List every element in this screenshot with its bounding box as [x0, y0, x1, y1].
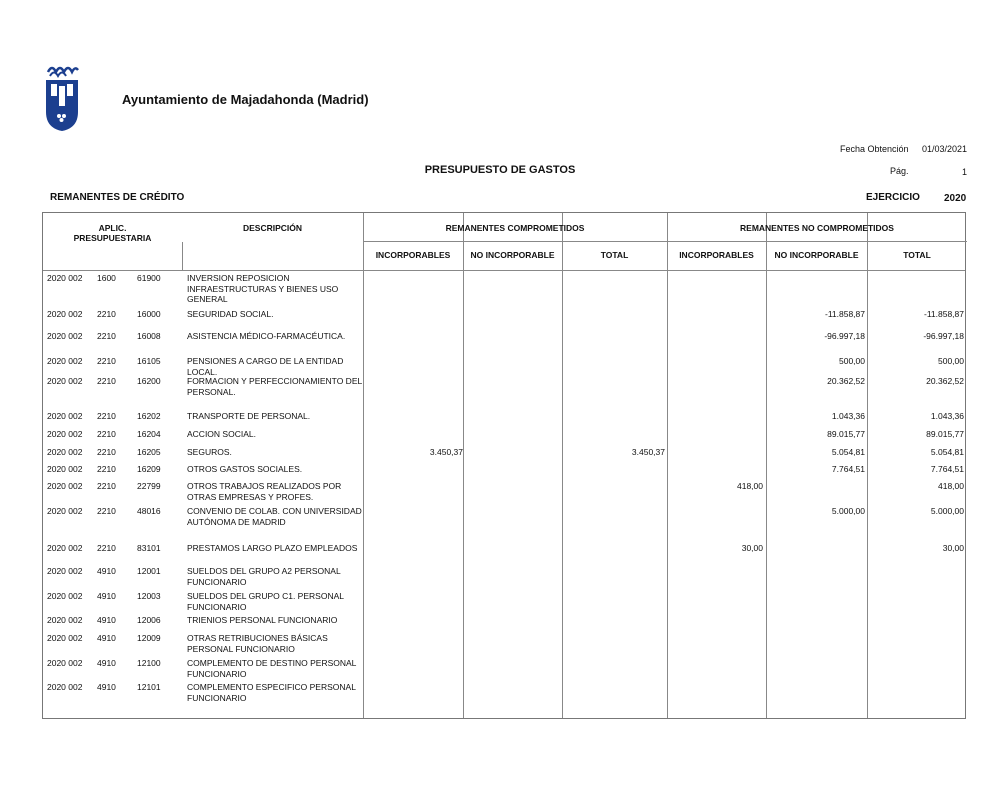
row-rn-no-incorporable: 20.362,52 — [827, 376, 865, 386]
row-organica: 2210 — [97, 506, 116, 516]
row-description: OTROS TRABAJOS REALIZADOS POR OTRAS EMPRESAS Y PROFES. — [187, 481, 342, 502]
row-economica: 16000 — [137, 309, 161, 319]
row-rn-no-incorporable: 5.054,81 — [831, 447, 865, 457]
header-rn-incorporables: INCORPORABLES — [679, 250, 754, 260]
row-rn-total: 89.015,77 — [926, 429, 964, 439]
row-economica: 16202 — [137, 411, 161, 421]
row-year: 2020 002 — [47, 356, 83, 366]
ejercicio-value: 2020 — [944, 193, 967, 204]
row-year: 2020 002 — [47, 615, 83, 625]
row-organica: 2210 — [97, 447, 116, 457]
row-description: TRANSPORTE DE PERSONAL. — [187, 411, 311, 421]
row-rn-no-incorporable: 500,00 — [839, 356, 865, 366]
row-description: ACCION SOCIAL. — [187, 429, 256, 439]
header-bottom-line — [43, 270, 965, 271]
row-year: 2020 002 — [47, 658, 83, 668]
row-economica: 16105 — [137, 356, 161, 366]
row-rn-total: 5.000,00 — [930, 506, 964, 516]
row-economica: 12006 — [137, 615, 161, 625]
row-organica: 2210 — [97, 356, 116, 366]
col-divider — [562, 213, 563, 718]
row-rc-incorporables: 3.450,37 — [429, 447, 463, 457]
row-economica: 16204 — [137, 429, 161, 439]
municipal-crest-logo — [44, 62, 80, 132]
row-economica: 12009 — [137, 633, 161, 643]
col-divider — [463, 213, 464, 718]
row-rn-total: -96.997,18 — [923, 331, 964, 341]
row-year: 2020 002 — [47, 633, 83, 643]
row-year: 2020 002 — [47, 331, 83, 341]
organization-name: Ayuntamiento de Majadahonda (Madrid) — [122, 92, 369, 107]
row-organica: 4910 — [97, 682, 116, 692]
row-year: 2020 002 — [47, 273, 83, 283]
row-organica: 2210 — [97, 543, 116, 553]
header-rc-no-incorporable: NO INCORPORABLE — [470, 250, 555, 260]
row-rn-no-incorporable: 5.000,00 — [831, 506, 865, 516]
row-year: 2020 002 — [47, 429, 83, 439]
header-rn-total: TOTAL — [903, 250, 931, 260]
row-description: SUELDOS DEL GRUPO A2 PERSONAL FUNCIONARIO — [187, 566, 341, 587]
row-description: ASISTENCIA MÉDICO-FARMACÉUTICA. — [187, 331, 346, 341]
row-economica: 12101 — [137, 682, 161, 692]
header-no-comprometidos: REMANENTES NO COMPROMETIDOS — [740, 223, 894, 233]
fecha-label: Fecha Obtención — [840, 144, 909, 154]
row-description: SUELDOS DEL GRUPO C1. PERSONAL FUNCIONARIO — [187, 591, 344, 612]
row-year: 2020 002 — [47, 566, 83, 576]
row-rn-no-incorporable: 7.764,51 — [831, 464, 865, 474]
ejercicio-label: EJERCICIO — [866, 192, 920, 203]
header-aplic: APLIC. PRESUPUESTARIA — [73, 223, 152, 243]
fecha-value: 01/03/2021 — [922, 144, 968, 154]
row-year: 2020 002 — [47, 447, 83, 457]
row-description: PRESTAMOS LARGO PLAZO EMPLEADOS — [187, 543, 358, 553]
row-description: OTRAS RETRIBUCIONES BÁSICAS PERSONAL FUNCIONARIO — [187, 633, 328, 654]
row-organica: 2210 — [97, 309, 116, 319]
row-year: 2020 002 — [47, 543, 83, 553]
row-year: 2020 002 — [47, 682, 83, 692]
header-rn-no-incorporable: NO INCORPORABLE — [774, 250, 859, 260]
row-economica: 12003 — [137, 591, 161, 601]
row-rn-total: 7.764,51 — [930, 464, 964, 474]
col-divider — [363, 213, 364, 718]
col-divider — [766, 213, 767, 718]
row-rn-total: 30,00 — [942, 543, 964, 553]
header-descripcion: DESCRIPCIÓN — [242, 223, 303, 233]
page-number: 1 — [962, 167, 968, 177]
header-rc-total: TOTAL — [600, 250, 629, 260]
row-description: CONVENIO DE COLAB. CON UNIVERSIDAD AUTÓNOMA DE MADRID — [187, 506, 362, 527]
row-description: SEGURIDAD SOCIAL. — [187, 309, 274, 319]
row-organica: 4910 — [97, 591, 116, 601]
row-organica: 2210 — [97, 481, 116, 491]
row-year: 2020 002 — [47, 376, 83, 386]
row-rc-total: 3.450,37 — [631, 447, 665, 457]
remanentes-table — [42, 212, 966, 719]
row-description: SEGUROS. — [187, 447, 232, 457]
row-organica: 1600 — [97, 273, 116, 283]
page-title: PRESUPUESTO DE GASTOS — [424, 164, 576, 176]
row-organica: 4910 — [97, 658, 116, 668]
row-rn-total: 500,00 — [938, 356, 964, 366]
row-rn-no-incorporable: -11.858,87 — [824, 309, 865, 319]
row-organica: 4910 — [97, 615, 116, 625]
row-organica: 2210 — [97, 376, 116, 386]
page-label: Pág. — [890, 166, 909, 176]
row-economica: 16200 — [137, 376, 161, 386]
row-economica: 22799 — [137, 481, 161, 491]
row-description: FORMACION Y PERFECCIONAMIENTO DEL PERSONAL. — [187, 376, 362, 397]
row-description: INVERSION REPOSICION INFRAESTRUCTURAS Y BIENES USO GENERAL — [187, 273, 339, 304]
col-divider — [867, 213, 868, 718]
row-description: TRIENIOS PERSONAL FUNCIONARIO — [187, 615, 338, 625]
row-year: 2020 002 — [47, 464, 83, 474]
col-divider — [667, 213, 668, 718]
row-rn-total: 5.054,81 — [930, 447, 964, 457]
row-year: 2020 002 — [47, 591, 83, 601]
row-year: 2020 002 — [47, 411, 83, 421]
row-organica: 2210 — [97, 429, 116, 439]
row-organica: 2210 — [97, 464, 116, 474]
row-rn-total: 1.043,36 — [930, 411, 964, 421]
row-year: 2020 002 — [47, 309, 83, 319]
row-rn-total: -11.858,87 — [923, 309, 964, 319]
report-subtitle: REMANENTES DE CRÉDITO — [50, 192, 185, 203]
row-economica: 16209 — [137, 464, 161, 474]
row-description: COMPLEMENTO ESPECIFICO PERSONAL FUNCIONARIO — [187, 682, 356, 703]
row-organica: 2210 — [97, 331, 116, 341]
row-rn-total: 418,00 — [938, 481, 964, 491]
row-economica: 83101 — [137, 543, 161, 553]
row-rn-total: 20.362,52 — [926, 376, 964, 386]
row-economica: 61900 — [137, 273, 161, 283]
header-comprometidos: REMANENTES COMPROMETIDOS — [445, 223, 585, 233]
row-rn-no-incorporable: 89.015,77 — [827, 429, 865, 439]
row-rn-no-incorporable: -96.997,18 — [824, 331, 865, 341]
row-organica: 2210 — [97, 411, 116, 421]
row-organica: 4910 — [97, 633, 116, 643]
header-divider — [363, 241, 967, 242]
row-economica: 12100 — [137, 658, 161, 668]
row-economica: 16205 — [137, 447, 161, 457]
row-description: PENSIONES A CARGO DE LA ENTIDAD LOCAL. — [187, 356, 344, 377]
row-description: OTROS GASTOS SOCIALES. — [187, 464, 303, 474]
row-rn-incorporables: 30,00 — [741, 543, 763, 553]
row-description: COMPLEMENTO DE DESTINO PERSONAL FUNCIONARIO — [187, 658, 357, 679]
row-rn-incorporables: 418,00 — [737, 481, 763, 491]
row-year: 2020 002 — [47, 506, 83, 516]
row-economica: 12001 — [137, 566, 161, 576]
header-rc-incorporables: INCORPORABLES — [375, 250, 451, 260]
row-economica: 16008 — [137, 331, 161, 341]
row-rn-no-incorporable: 1.043,36 — [831, 411, 865, 421]
row-organica: 4910 — [97, 566, 116, 576]
col-divider — [182, 242, 183, 270]
row-economica: 48016 — [137, 506, 161, 516]
row-year: 2020 002 — [47, 481, 83, 491]
